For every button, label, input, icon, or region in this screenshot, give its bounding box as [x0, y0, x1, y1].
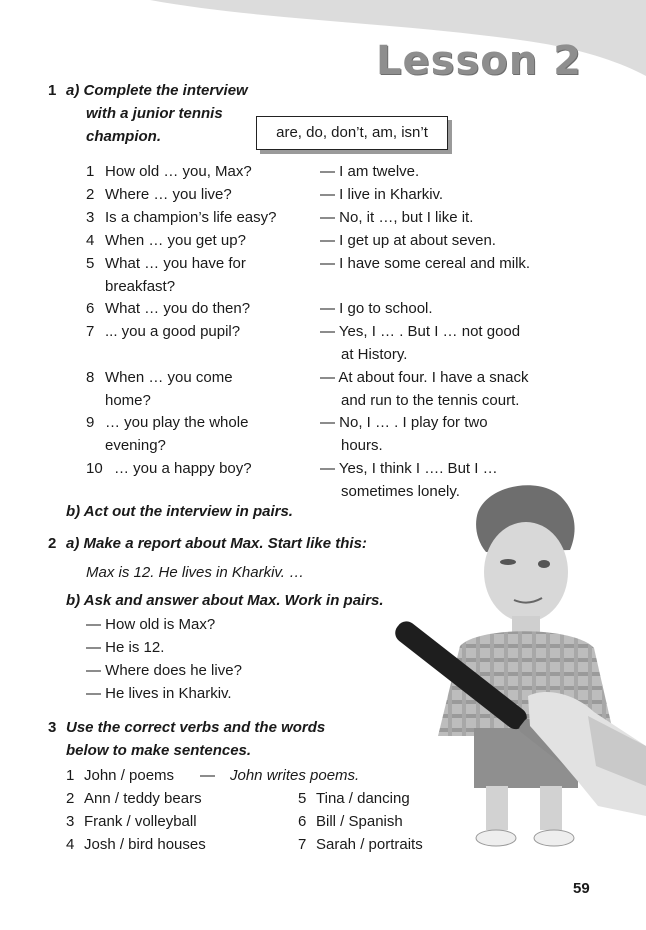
- item-example: John writes poems.: [230, 767, 360, 784]
- dialog-line: — How old is Max?: [86, 616, 216, 633]
- item-number: 1: [66, 767, 75, 784]
- item-dash: —: [200, 767, 215, 784]
- question-number: 5: [86, 255, 95, 272]
- boy-with-microphone-photo: [378, 476, 646, 856]
- lesson-title: Lesson 2: [376, 38, 582, 84]
- interview-answer: — At about four. I have a snack: [320, 369, 529, 386]
- item-prompt: Tina / dancing: [316, 790, 410, 807]
- question-number: 1: [86, 163, 95, 180]
- interview-question: What … you do then?: [105, 300, 251, 317]
- interview-answer: — No, it …, but I like it.: [320, 209, 474, 226]
- question-number: 9: [86, 414, 95, 431]
- interview-answer: — I live in Kharkiv.: [320, 186, 444, 203]
- interview-answer: hours.: [341, 436, 383, 454]
- item-prompt: Bill / Spanish: [316, 813, 403, 830]
- interview-question: Is a champion’s life easy?: [105, 209, 277, 226]
- interview-question: … you play the whole: [105, 414, 249, 431]
- interview-answer: — I am twelve.: [320, 163, 420, 180]
- interview-answer: — No, I … . I play for two: [320, 414, 488, 431]
- interview-question: breakfast?: [105, 277, 176, 295]
- question-number: 2: [86, 186, 95, 203]
- question-number: 4: [86, 232, 95, 249]
- interview-answer: — I go to school.: [320, 300, 433, 317]
- question-number: 7: [86, 323, 95, 340]
- interview-question: What … you have for: [105, 255, 246, 272]
- interview-answer: and run to the tennis court.: [341, 391, 520, 409]
- exercise-1a-instruction-line-3: champion.: [86, 128, 162, 145]
- exercise-2a-example: Max is 12. He lives in Kharkiv. …: [86, 564, 305, 581]
- item-number: 3: [66, 813, 75, 830]
- question-number: 6: [86, 300, 95, 317]
- interview-question: Where … you live?: [105, 186, 232, 203]
- exercise-2-number: 2: [48, 535, 57, 552]
- exercise-2a-instruction: a) Make a report about Max. Start like this:: [66, 535, 367, 552]
- item-number: 5: [298, 790, 307, 807]
- item-number: 2: [66, 790, 75, 807]
- item-number: 4: [66, 836, 75, 853]
- interview-question: evening?: [105, 436, 166, 454]
- question-number: 3: [86, 209, 95, 226]
- interview-answer: — Yes, I … . But I … not good: [320, 323, 521, 340]
- word-box: are, do, don’t, am, isn’t: [256, 116, 448, 150]
- interview-answer: — I get up at about seven.: [320, 232, 496, 249]
- item-prompt: Ann / teddy bears: [84, 790, 202, 807]
- dialog-line: — Where does he live?: [86, 662, 242, 679]
- interview-answer: sometimes lonely.: [341, 482, 460, 500]
- question-number: 8: [86, 369, 95, 386]
- item-prompt: John / poems: [84, 767, 175, 784]
- exercise-3-instruction-line-2: below to make sentences.: [66, 742, 252, 759]
- item-prompt: Sarah / portraits: [316, 836, 423, 853]
- exercise-1a-instruction-line-2: with a junior tennis: [86, 105, 223, 122]
- dialog-line: — He lives in Kharkiv.: [86, 685, 232, 702]
- exercise-1-number: 1: [48, 82, 57, 99]
- interview-question: home?: [105, 391, 151, 409]
- interview-question: … you a happy boy?: [114, 460, 252, 477]
- item-number: 7: [298, 836, 307, 853]
- interview-answer: — Yes, I think I …. But I …: [320, 460, 498, 477]
- interview-question: ... you a good pupil?: [105, 323, 241, 340]
- interview-question: When … you come: [105, 369, 233, 386]
- exercise-1a-instruction-line-1: a) Complete the interview: [66, 82, 248, 99]
- dialog-line: — He is 12.: [86, 639, 165, 656]
- item-prompt: Josh / bird houses: [84, 836, 206, 853]
- page-number: 59: [573, 880, 590, 897]
- question-number: 10: [86, 460, 103, 477]
- exercise-3-number: 3: [48, 719, 57, 736]
- item-prompt: Frank / volleyball: [84, 813, 197, 830]
- interview-question: How old … you, Max?: [105, 163, 252, 180]
- exercise-1b-instruction: b) Act out the interview in pairs.: [66, 503, 293, 520]
- exercise-2b-instruction: b) Ask and answer about Max. Work in pairs.: [66, 592, 384, 609]
- interview-question: When … you get up?: [105, 232, 246, 249]
- item-number: 6: [298, 813, 307, 830]
- interview-answer: — I have some cereal and milk.: [320, 255, 531, 272]
- interview-answer: at History.: [341, 345, 408, 363]
- exercise-3-instruction-line-1: Use the correct verbs and the words: [66, 719, 326, 736]
